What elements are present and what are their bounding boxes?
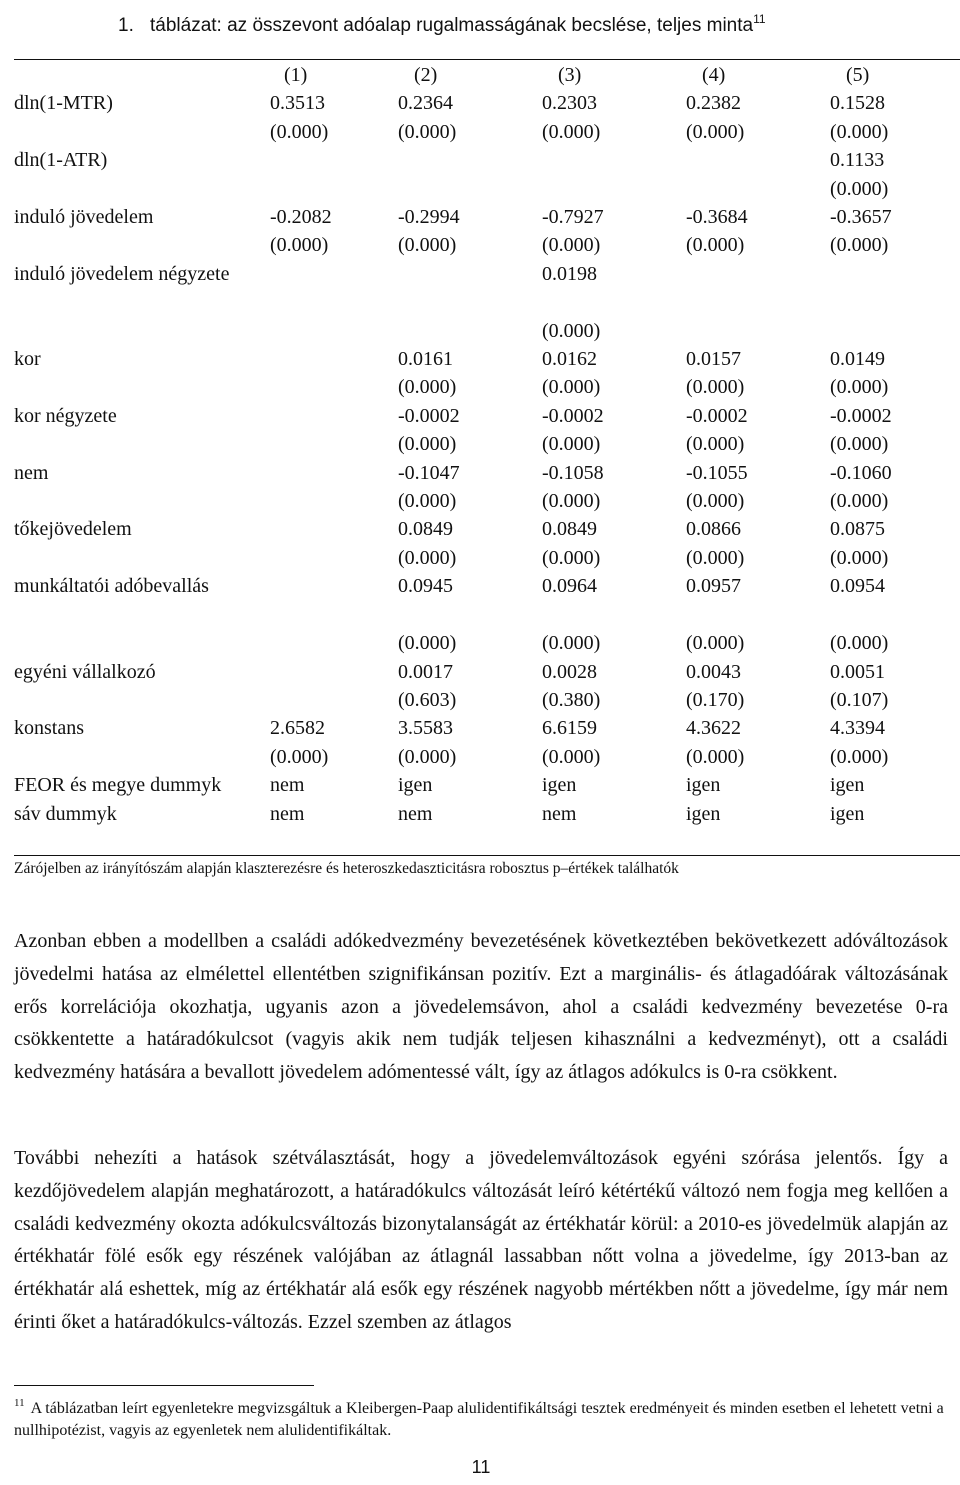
footnote-text: A táblázatban leírt egyenletekre megvizsgáltuk a Kleibergen-Paap alulidentifikáltsági tesztek eredményeit és minden esetben el lehetett vetni a nullhipotézist, vagyis az egyenletek nem alulidentifikáltak. (14, 1400, 944, 1439)
table-cell (270, 771, 398, 799)
table-cell (686, 459, 830, 516)
coefficient-value: 0.0198 (542, 262, 597, 285)
row-label: kor négyzete (14, 404, 117, 427)
table-cell (270, 345, 398, 402)
p-value: (0.000) (830, 234, 889, 257)
p-value: (0.000) (270, 234, 329, 257)
header-cell: (2) (414, 64, 438, 86)
table-cell (686, 146, 830, 203)
row-label: induló jövedelem négyzete (14, 262, 230, 285)
footnote-number: 11 (14, 1397, 25, 1409)
coefficient-value: 0.0875 (830, 518, 885, 541)
table-cell (542, 714, 686, 771)
coefficient-value: -0.0002 (686, 404, 748, 427)
row-label: sáv dummyk (14, 802, 117, 825)
coefficient-value: nem (542, 802, 577, 825)
coefficient-value: -0.1055 (686, 461, 748, 484)
p-value (398, 601, 542, 629)
table-cell (270, 658, 398, 715)
header-cell: (4) (702, 64, 726, 86)
table-cell (830, 345, 960, 402)
header-cell: (3) (558, 64, 582, 86)
coefficient-value: 0.0866 (686, 518, 741, 541)
table-cell (398, 146, 542, 203)
coefficient-value: nem (398, 802, 433, 825)
caption-text: táblázat: az összevont adóalap rugalmasságának becslése, teljes minta (150, 15, 754, 36)
table-cell (542, 260, 686, 345)
table-cell (686, 714, 830, 771)
table-row (14, 515, 960, 572)
table-cell (270, 146, 398, 203)
coefficient-value: -0.3657 (830, 206, 892, 229)
coefficient-value: 0.0161 (398, 348, 453, 371)
p-value (542, 601, 686, 629)
coefficient-value: -0.0002 (542, 404, 604, 427)
coefficient-value: igen (686, 802, 721, 825)
p-value: (0.000) (542, 376, 601, 399)
table-cell (830, 402, 960, 459)
table-cell (542, 203, 686, 260)
coefficient-value: nem (270, 802, 305, 825)
coefficient-value: igen (830, 802, 865, 825)
table-cell (686, 260, 830, 345)
table-caption (118, 6, 948, 39)
coefficient-value: -0.2994 (398, 206, 460, 229)
p-value: (0.000) (542, 433, 601, 456)
table-cell (830, 515, 960, 572)
table-cell (686, 345, 830, 402)
table-cell (398, 402, 542, 459)
table-cell (398, 800, 542, 828)
table-cell (830, 572, 960, 657)
coefficient-value: -0.7927 (542, 206, 604, 229)
table-cell (542, 658, 686, 715)
table-cell (542, 402, 686, 459)
table-cell (398, 459, 542, 516)
row-label: kor (14, 348, 41, 371)
coefficient-value: -0.0002 (830, 404, 892, 427)
table-cell (830, 146, 960, 203)
table-row (14, 146, 960, 203)
p-value: (0.380) (542, 688, 601, 711)
p-value: (0.000) (686, 745, 745, 768)
caption-number: 1. (118, 15, 134, 36)
table-cell (270, 515, 398, 572)
p-value: (0.000) (686, 546, 745, 569)
coefficient-value: -0.2082 (270, 206, 332, 229)
table-row (14, 203, 960, 260)
table-row (14, 402, 960, 459)
row-label: egyéni vállalkozó (14, 660, 156, 683)
table-cell (830, 800, 960, 828)
p-value: (0.000) (398, 234, 457, 257)
coefficient-value: 0.1133 (830, 149, 885, 172)
table-cell (830, 260, 960, 345)
table-cell (398, 260, 542, 345)
table-note: Zárójelben az irányítószám alapján klaszterezésre és heteroszkedaszticitásra robosztus p–értékek találhatók (14, 860, 679, 877)
table-row (14, 345, 960, 402)
table-row (14, 714, 960, 771)
table-cell (686, 402, 830, 459)
table-cell (270, 203, 398, 260)
coefficient-value: 0.2303 (542, 92, 597, 115)
coefficient-value: 0.0957 (686, 575, 741, 598)
table-bottom-rule (14, 855, 960, 856)
coefficient-value: 3.5583 (398, 717, 453, 740)
p-value: (0.000) (398, 745, 457, 768)
coefficient-value: -0.1058 (542, 461, 604, 484)
table-cell (686, 515, 830, 572)
table-cell (398, 515, 542, 572)
row-label: FEOR és megye dummyk (14, 774, 222, 797)
table-cell (686, 771, 830, 799)
table-cell (542, 800, 686, 828)
table-cell (398, 345, 542, 402)
table-row (14, 658, 960, 715)
table-cell (398, 771, 542, 799)
coefficient-value: 0.0849 (398, 518, 453, 541)
table-row (14, 800, 960, 828)
p-value (686, 601, 830, 629)
table-cell (270, 402, 398, 459)
coefficient-value: 2.6582 (270, 717, 325, 740)
table-row (14, 459, 960, 516)
table-cell (830, 658, 960, 715)
table-cell (542, 146, 686, 203)
p-value: (0.000) (398, 376, 457, 399)
coefficient-value: 0.0149 (830, 348, 885, 371)
p-value: (0.000) (398, 490, 457, 513)
coefficient-value: 0.0849 (542, 518, 597, 541)
row-label: tőkejövedelem (14, 518, 132, 541)
table-cell (686, 658, 830, 715)
row-label: munkáltatói adóbevallás (14, 575, 209, 598)
p-value: (0.170) (686, 688, 745, 711)
table-cell (830, 89, 960, 146)
p-value: (0.000) (830, 433, 889, 456)
table-row (14, 260, 960, 345)
p-value: (0.603) (398, 688, 457, 711)
p-value: (0.000) (542, 745, 601, 768)
table-header-row (14, 61, 960, 89)
table-cell (398, 572, 542, 657)
p-value: (0.000) (542, 120, 601, 143)
coefficient-value: -0.3684 (686, 206, 748, 229)
p-value: (0.000) (686, 120, 745, 143)
table-cell (830, 771, 960, 799)
coefficient-value: 0.0954 (830, 575, 885, 598)
table-cell (270, 89, 398, 146)
footnote (14, 1392, 944, 1442)
caption-footnote-ref: 11 (753, 12, 766, 26)
table-cell (686, 89, 830, 146)
coefficient-value: 0.0945 (398, 575, 453, 598)
p-value: (0.000) (542, 546, 601, 569)
p-value: (0.000) (686, 433, 745, 456)
header-cell: (5) (846, 64, 870, 86)
p-value: (0.000) (398, 433, 457, 456)
table-cell (830, 714, 960, 771)
body-paragraph-1: Azonban ebben a modellben a családi adókedvezmény bevezetésének következtében bekövetkezett adóváltozások jövedelmi hatása az elmélettel ellentétben szignifikánsan pozitív. Ezt a marginális- és átlagadóárak változásának erős korrelációja okozhatja, ugyanis azon a jövedelemsávon, ahol a családi kedvezmény bevezetése 0-ra csökkentette a határadókulcsot (vagyis akik nem tudják teljesen kihasználni a kedvezményt), ott a családi kedvezmény hatására a bevallott jövedelem adómentessé vált, így az átlagos adókulcs is 0-ra csökkent. (14, 930, 948, 1084)
p-value: (0.000) (686, 632, 745, 655)
row-label: dln(1-ATR) (14, 149, 108, 172)
table-top-rule (14, 59, 960, 60)
header-cell: (1) (284, 64, 308, 86)
table-cell (686, 572, 830, 657)
coefficient-value: 4.3622 (686, 717, 741, 740)
table-cell (542, 515, 686, 572)
p-value: (0.000) (398, 632, 457, 655)
coefficient-value: 0.0964 (542, 575, 597, 598)
table-cell (830, 203, 960, 260)
coefficient-value: -0.0002 (398, 404, 460, 427)
table-row (14, 572, 960, 657)
p-value: (0.000) (830, 177, 889, 200)
header-cell (14, 61, 270, 89)
table-cell (542, 459, 686, 516)
p-value: (0.000) (830, 120, 889, 143)
coefficient-value: 6.6159 (542, 717, 597, 740)
table-cell (398, 203, 542, 260)
table-cell (270, 572, 398, 657)
coefficient-value: 0.0028 (542, 660, 597, 683)
table-cell (830, 459, 960, 516)
coefficient-value: igen (398, 774, 433, 797)
page-number: 11 (471, 1457, 491, 1477)
coefficient-value: 0.0043 (686, 660, 741, 683)
table-cell (270, 800, 398, 828)
coefficient-value: 0.0157 (686, 348, 741, 371)
p-value: (0.000) (686, 234, 745, 257)
table-cell (270, 714, 398, 771)
body-paragraph-2: További nehezíti a hatások szétválasztását, hogy a jövedelemváltozások egyéni szórása jelentős. Így a kezdőjövedelem alapján meghatározott, a határadókulcs változását leíró kétértékű változó nem fogja meg kellően a családi kedvezmény okozta adókulcsváltozás bizonytalanságát az értékhatár körül: a 2010-es jövedelmük alapján az értékhatár fölé esők egy részének valójában az átlagnál lassabban nőtt volna a jövedelme, így 2013-ban az értékhatár alá eshettek, míg az értékhatár alá esők egy részének nagyobb mértékben nőtt a jövedelme, így már nem érinti őket a határadókulcs-változás. Ezzel szemben az átlagos (14, 1147, 948, 1333)
table-cell (542, 771, 686, 799)
table-cell (686, 800, 830, 828)
coefficient-value: 0.0162 (542, 348, 597, 371)
p-value (830, 601, 960, 629)
coefficient-value: 0.2382 (686, 92, 741, 115)
p-value: (0.000) (270, 745, 329, 768)
coefficient-value: -0.1060 (830, 461, 892, 484)
coefficient-value: 4.3394 (830, 717, 885, 740)
row-label: dln(1-MTR) (14, 92, 113, 115)
coefficient-value: 0.0017 (398, 660, 453, 683)
table-cell (270, 459, 398, 516)
table-cell (542, 345, 686, 402)
coefficient-value: igen (830, 774, 865, 797)
p-value: (0.000) (542, 632, 601, 655)
coefficient-value: 0.2364 (398, 92, 453, 115)
p-value: (0.000) (542, 319, 601, 342)
p-value: (0.000) (830, 376, 889, 399)
coefficient-value: 0.1528 (830, 92, 885, 115)
coefficient-value: nem (270, 774, 305, 797)
coefficient-value: igen (542, 774, 577, 797)
table-row (14, 89, 960, 146)
p-value: (0.000) (830, 546, 889, 569)
coefficient-value: igen (686, 774, 721, 797)
row-label: nem (14, 461, 49, 484)
p-value: (0.000) (398, 546, 457, 569)
row-label: induló jövedelem (14, 206, 154, 229)
p-value: (0.000) (542, 490, 601, 513)
regression-table (14, 61, 960, 828)
p-value: (0.000) (686, 376, 745, 399)
p-value: (0.000) (830, 490, 889, 513)
p-value: (0.000) (542, 234, 601, 257)
p-value: (0.000) (270, 120, 329, 143)
p-value: (0.107) (830, 688, 889, 711)
coefficient-value: 0.3513 (270, 92, 325, 115)
row-label: konstans (14, 717, 84, 740)
p-value (542, 288, 686, 316)
table-row (14, 771, 960, 799)
coefficient-value: 0.0051 (830, 660, 885, 683)
p-value: (0.000) (686, 490, 745, 513)
table-cell (270, 260, 398, 345)
table-cell (542, 572, 686, 657)
table-cell (686, 203, 830, 260)
coefficient-value: -0.1047 (398, 461, 460, 484)
p-value: (0.000) (398, 120, 457, 143)
table-cell (542, 89, 686, 146)
footnote-separator (14, 1385, 314, 1386)
table-cell (398, 658, 542, 715)
table-cell (398, 89, 542, 146)
p-value: (0.000) (830, 632, 889, 655)
p-value: (0.000) (830, 745, 889, 768)
table-cell (398, 714, 542, 771)
